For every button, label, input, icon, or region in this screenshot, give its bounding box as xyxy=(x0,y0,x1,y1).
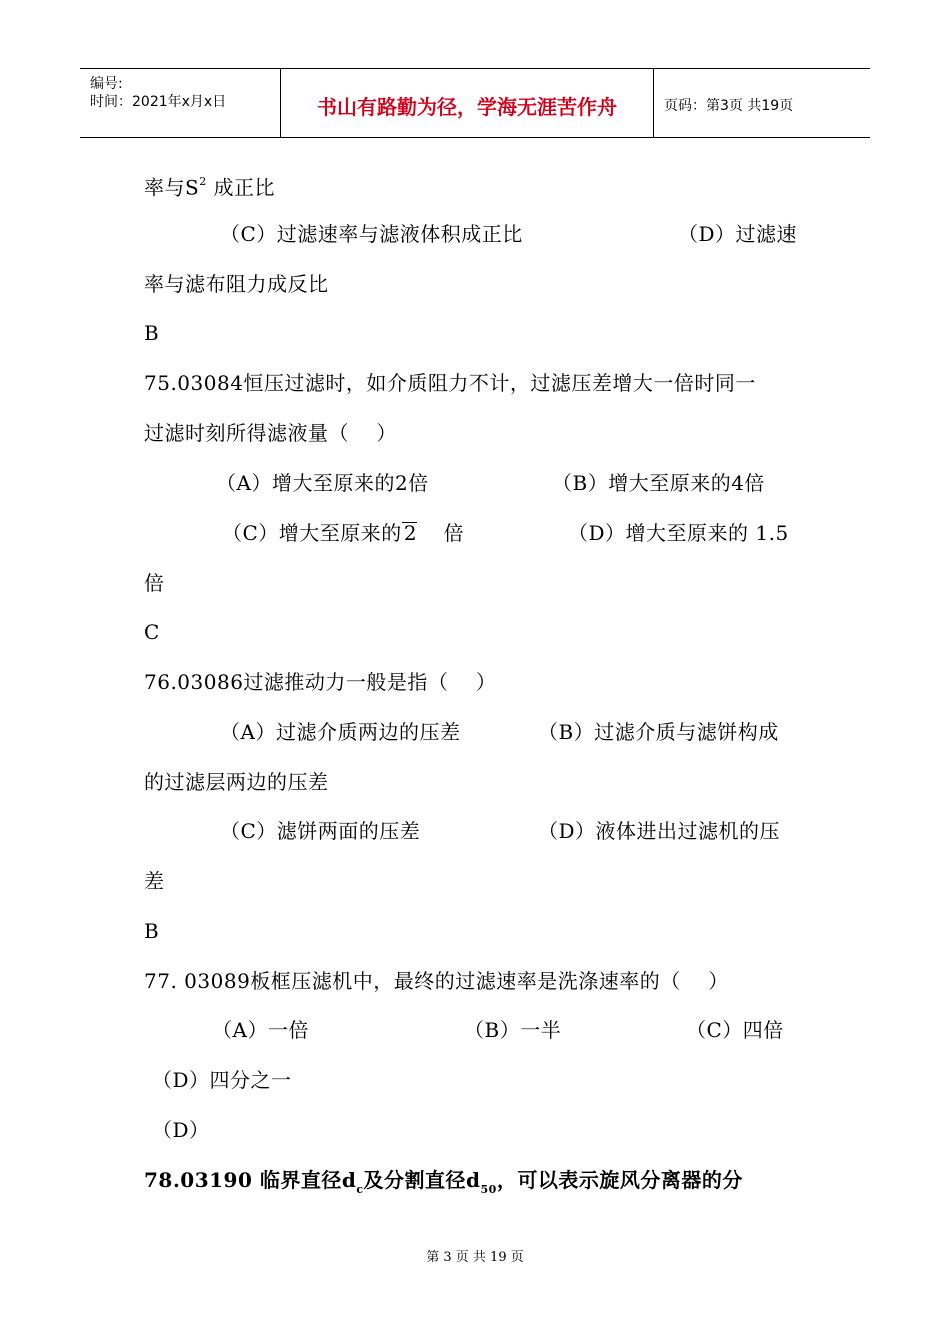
sqrt-expression: 2 xyxy=(403,521,418,545)
option-b: （B）增大至原来的4倍 xyxy=(552,471,765,495)
option-b: （B）一半 xyxy=(464,1018,562,1042)
text-segment: 倍 xyxy=(443,521,465,545)
header-meta-cell xyxy=(80,69,281,137)
text-segment: （C）增大至原来的 xyxy=(222,521,402,545)
option-a: （A）过滤介质两边的压差 xyxy=(220,720,461,744)
header-motto: 书山有路勤为径，学海无涯苦作舟 xyxy=(317,95,617,119)
text-line: 的过滤层两边的压差 xyxy=(144,770,329,794)
text-line: 过滤时刻所得滤液量（ ） xyxy=(144,421,397,445)
text-line: 差 xyxy=(144,869,165,893)
superscript: 2 xyxy=(199,175,207,188)
subscript: c xyxy=(356,1183,364,1196)
option-c: （C）四倍 xyxy=(686,1018,784,1042)
question-78 xyxy=(144,1167,743,1197)
text-line: 倍 xyxy=(144,571,165,595)
answer-line: B xyxy=(144,321,160,345)
option-a: （A）增大至原来的2倍 xyxy=(216,471,429,495)
document-number-label: 编号: xyxy=(90,76,123,92)
question-76: 76.03086过滤推动力一般是指（ ） xyxy=(144,670,497,694)
option-b: （B）过滤介质与滤饼构成 xyxy=(538,720,779,744)
option-d: （D）四分之一 xyxy=(152,1068,292,1092)
page-header xyxy=(80,68,870,138)
option-a: （A）一倍 xyxy=(212,1018,309,1042)
option-c xyxy=(222,520,464,546)
text-segment: ，可以表示旋风分离器的分 xyxy=(496,1168,743,1192)
option-d: （D）增大至原来的 1.5 xyxy=(568,521,789,545)
text-segment: 78.03190 临界直径d xyxy=(144,1168,357,1192)
text-line xyxy=(144,171,275,201)
question-77: 77. 03089板框压滤机中，最终的过滤速率是洗涤速率的（ ） xyxy=(144,969,729,993)
answer-line: （D） xyxy=(152,1118,210,1142)
option-c: （C）过滤速率与滤液体积成正比 xyxy=(220,222,523,246)
page-footer: 第 3 页 共 19 页 xyxy=(426,1250,524,1265)
header-page-info: 页码：第3页 共19页 xyxy=(664,98,794,114)
header-page-cell xyxy=(654,69,870,137)
option-d: （D）过滤速 xyxy=(678,222,798,246)
question-75: 75.03084恒压过滤时，如介质阻力不计，过滤压差增大一倍时同一 xyxy=(144,371,756,395)
header-motto-cell xyxy=(281,69,654,137)
option-d: （D）液体进出过滤机的压 xyxy=(538,819,781,843)
answer-line: B xyxy=(144,919,160,943)
subscript: 50 xyxy=(480,1183,497,1196)
text-segment: 成正比 xyxy=(206,175,276,200)
text-line: 率与滤布阻力成反比 xyxy=(144,272,329,296)
document-date-label: 时间：2021年x月x日 xyxy=(90,94,227,110)
answer-line: C xyxy=(144,620,160,644)
option-c: （C）滤饼两面的压差 xyxy=(220,819,421,843)
text-segment: 及分割直径d xyxy=(363,1168,481,1192)
text-segment: 率与S xyxy=(144,175,200,200)
